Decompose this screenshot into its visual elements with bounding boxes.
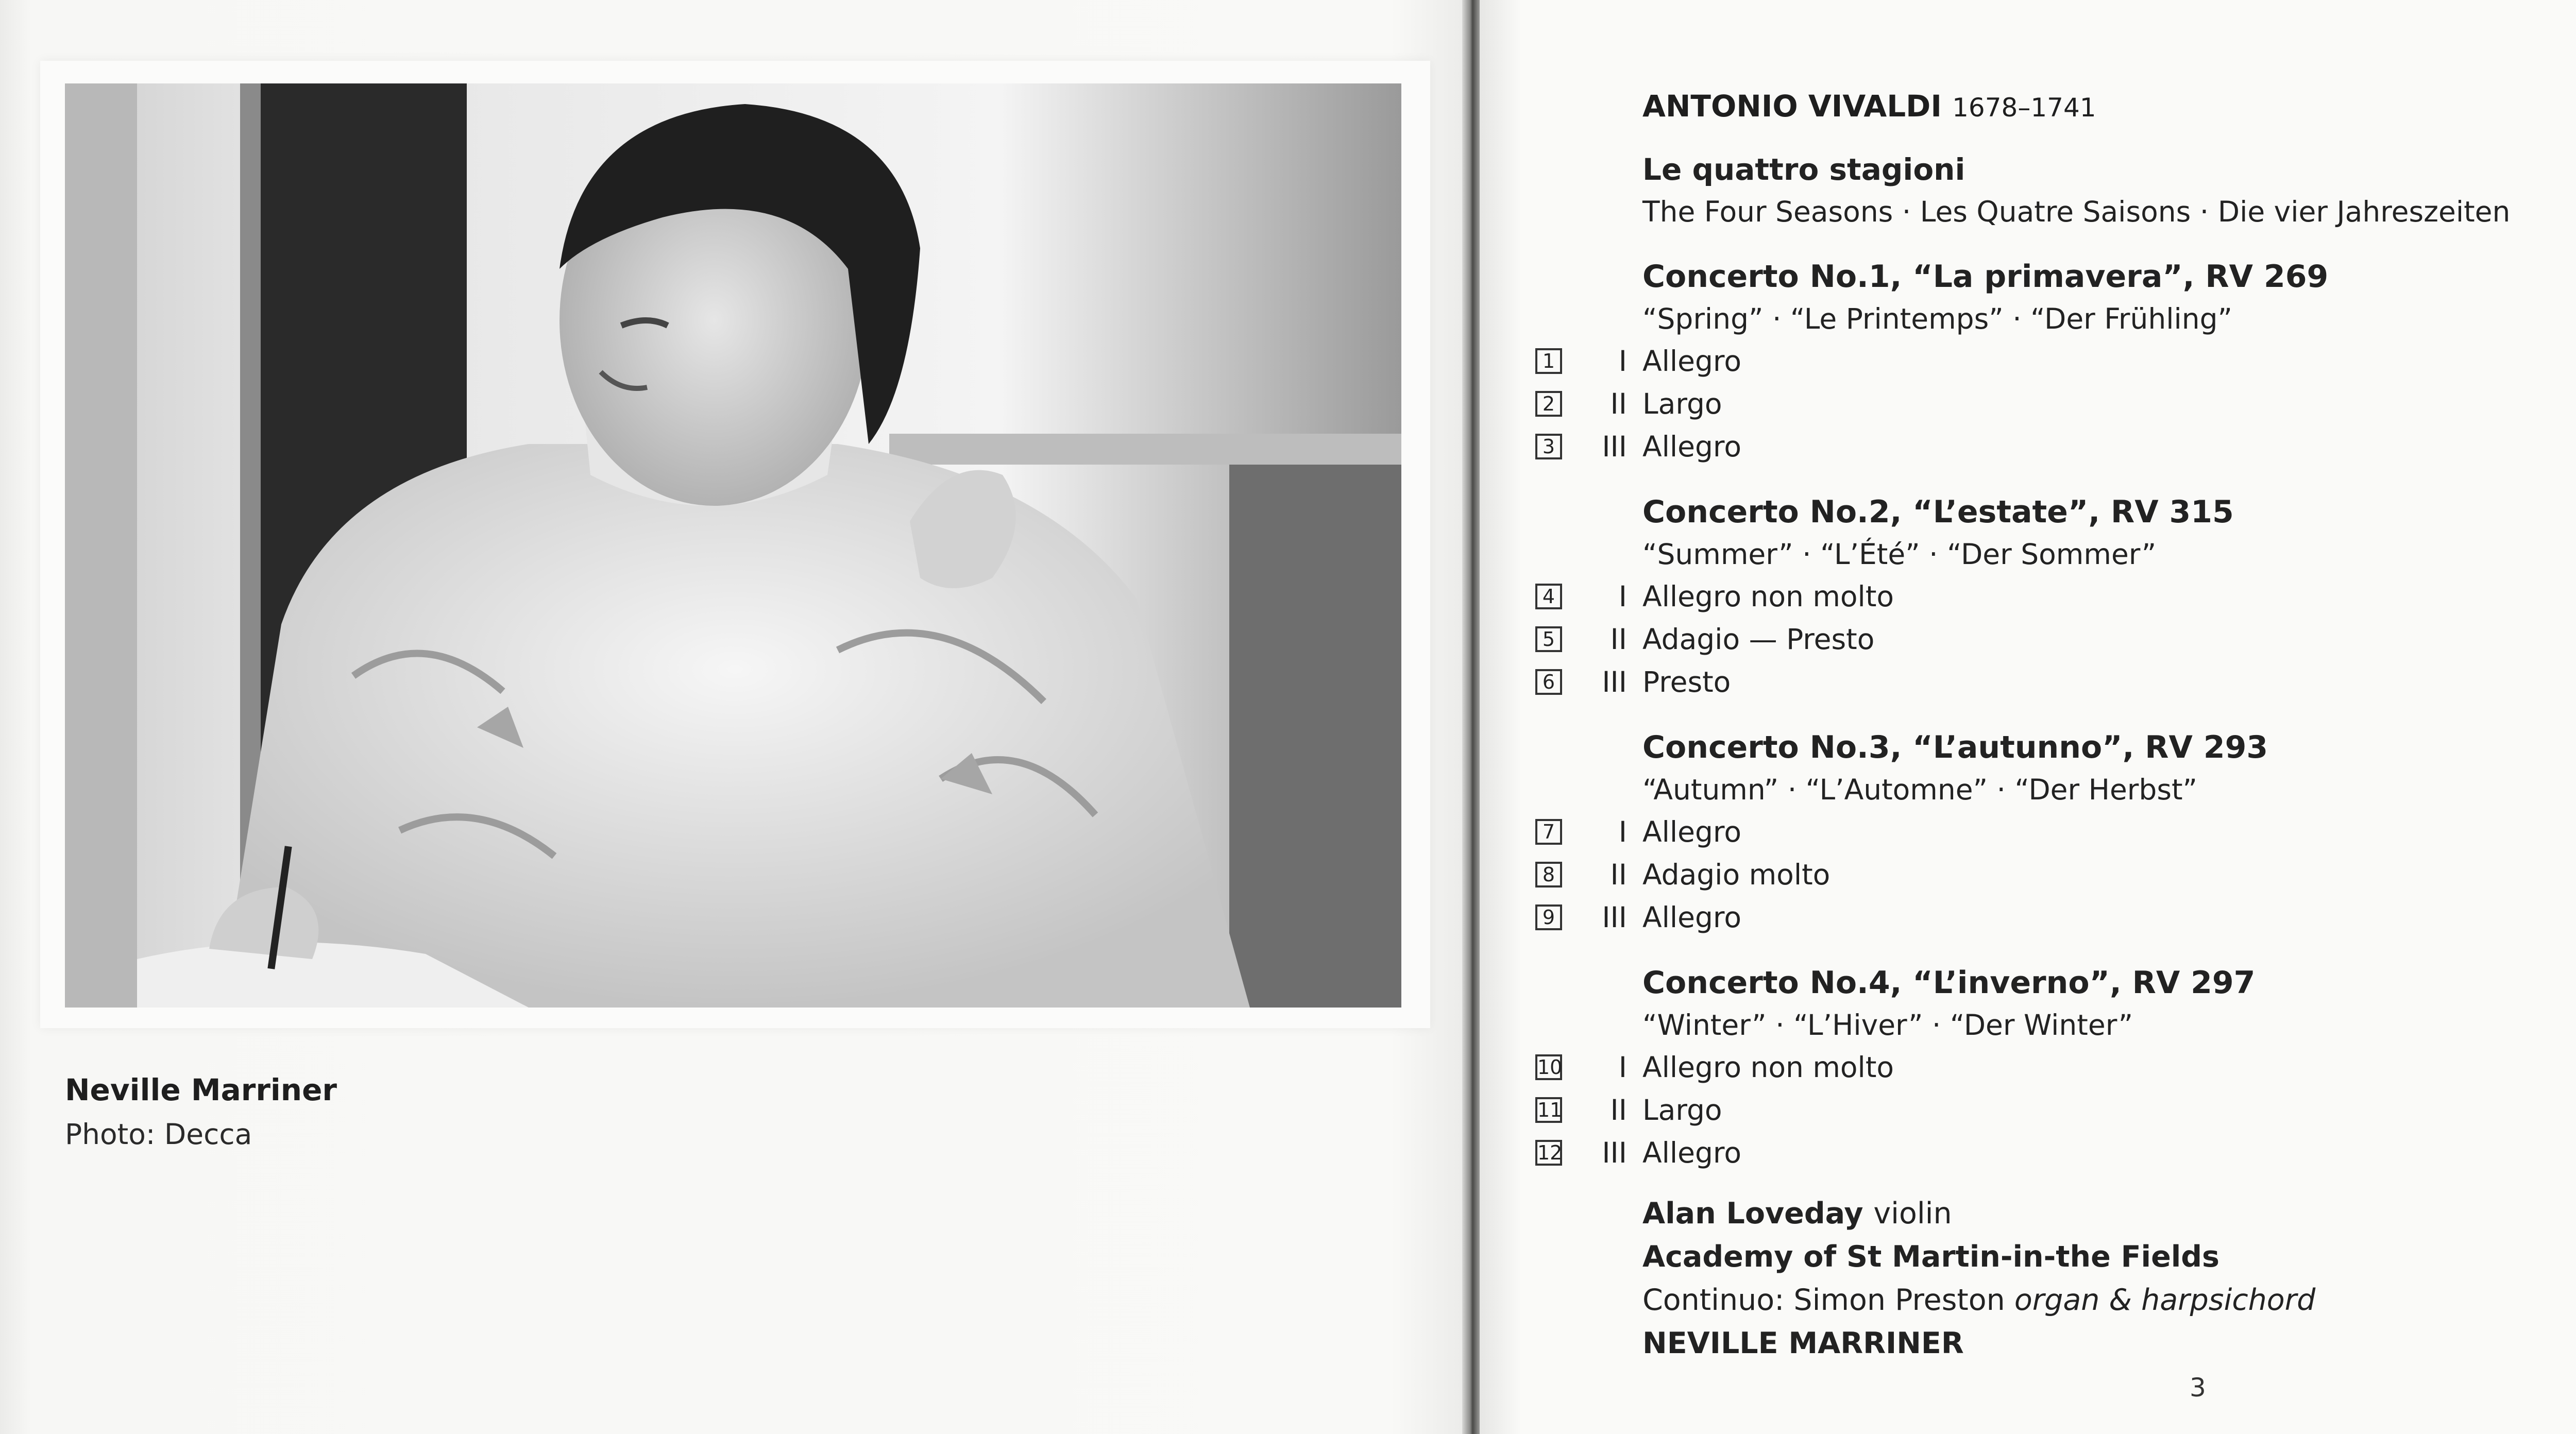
movement-title: Presto [1642, 665, 1731, 698]
movement-title: Allegro [1642, 901, 1741, 934]
movement-numeral: III [1602, 430, 1627, 463]
soloist-name: Alan Loveday [1642, 1197, 1863, 1231]
photo-caption-credit: Photo: Decca [65, 1118, 252, 1151]
conductor-photo [65, 83, 1401, 1008]
track-number-box: 7 [1535, 819, 1562, 845]
conductor-photo-image [65, 83, 1401, 1008]
track-row [1542, 661, 2576, 704]
concerto-subtitle: “Winter” · “L’Hiver” · “Der Winter” [1642, 1009, 2133, 1042]
concerto-subtitle: “Spring” · “Le Printemps” · “Der Frühling” [1642, 302, 2233, 335]
movement-numeral: I [1618, 580, 1627, 613]
concerto-title: Concerto No.1, “La primavera”, RV 269 [1642, 259, 2329, 295]
movement-title: Largo [1642, 387, 1722, 420]
track-number-box: 9 [1535, 904, 1562, 930]
movement-title: Largo [1642, 1094, 1722, 1126]
track-row [1542, 618, 2576, 661]
movement-numeral: II [1610, 858, 1627, 891]
movement-title: Allegro non molto [1642, 580, 1894, 613]
track-row [1537, 1132, 2576, 1174]
composer-dates: 1678–1741 [1952, 93, 2096, 123]
track-number-box: 12 [1535, 1140, 1562, 1166]
booklet-spine [1462, 0, 1480, 1434]
concerto-title: Concerto No.2, “L’estate”, RV 315 [1642, 494, 2234, 530]
concerto-subtitle: “Autumn” · “L’Automne” · “Der Herbst” [1642, 773, 2198, 806]
movement-title: Adagio molto [1642, 858, 1831, 891]
movement-title: Adagio — Presto [1642, 623, 1875, 656]
movement-numeral: III [1602, 665, 1627, 698]
track-row [1537, 1089, 2576, 1132]
movement-numeral: III [1602, 901, 1627, 934]
ensemble-name: Academy of St Martin-in-the Fields [1642, 1240, 2219, 1274]
track-number-box: 8 [1535, 862, 1562, 887]
movement-numeral: I [1618, 1051, 1627, 1084]
track-row [1542, 853, 2576, 896]
work-translations: The Four Seasons · Les Quatre Saisons · Die vier Jahreszeiten [1642, 195, 2511, 228]
photo-caption-name: Neville Marriner [65, 1072, 337, 1107]
movement-numeral: II [1610, 1094, 1627, 1126]
track-number-box: 2 [1535, 391, 1562, 417]
concerto-title: Concerto No.4, “L’inverno”, RV 297 [1642, 965, 2256, 1001]
soloist-line [1642, 1192, 2576, 1235]
concerto-block [1542, 255, 2576, 468]
performer-credits [1642, 1192, 2576, 1365]
movement-title: Allegro [1642, 345, 1741, 378]
concerto-list [1537, 255, 2576, 1174]
soloist-role: violin [1873, 1197, 1952, 1231]
track-number-box: 4 [1535, 584, 1562, 609]
movement-numeral: I [1618, 815, 1627, 848]
track-row [1542, 575, 2576, 618]
continuo-instruments: organ & harpsichord [2014, 1283, 2316, 1317]
composer-name: ANTONIO VIVALDI [1642, 89, 1942, 124]
track-row [1542, 425, 2576, 468]
track-number-box: 3 [1535, 434, 1562, 459]
track-number-box: 6 [1535, 669, 1562, 695]
track-row [1542, 811, 2576, 853]
continuo-label: Continuo: Simon Preston [1642, 1283, 2005, 1317]
track-row [1542, 340, 2576, 383]
track-row [1542, 896, 2576, 939]
concerto-block [1542, 726, 2576, 939]
movement-title: Allegro [1642, 1136, 1741, 1169]
work-title: Le quattro stagioni [1642, 152, 1965, 187]
track-number-box: 1 [1535, 348, 1562, 374]
concerto-title: Concerto No.3, “L’autunno”, RV 293 [1642, 729, 2268, 765]
track-row [1542, 383, 2576, 425]
conductor-name: NEVILLE MARRINER [1642, 1326, 1964, 1360]
track-row [1537, 1046, 2576, 1089]
concerto-subtitle: “Summer” · “L’Été” · “Der Sommer” [1642, 538, 2157, 571]
movement-title: Allegro non molto [1642, 1051, 1894, 1084]
movement-numeral: I [1618, 345, 1627, 378]
track-number-box: 5 [1535, 626, 1562, 652]
concerto-block [1542, 491, 2576, 704]
movement-title: Allegro [1642, 430, 1741, 463]
movement-numeral: II [1610, 387, 1627, 420]
tracklist [1537, 82, 2576, 1365]
track-number-box: 11 [1535, 1097, 1562, 1123]
movement-title: Allegro [1642, 815, 1741, 848]
concerto-block [1537, 962, 2576, 1174]
movement-numeral: III [1602, 1136, 1627, 1169]
movement-numeral: II [1610, 623, 1627, 656]
page-number: 3 [2190, 1373, 2206, 1403]
track-number-box: 10 [1535, 1054, 1562, 1080]
continuo-line [1642, 1278, 2576, 1322]
composer-heading [1642, 82, 2576, 130]
